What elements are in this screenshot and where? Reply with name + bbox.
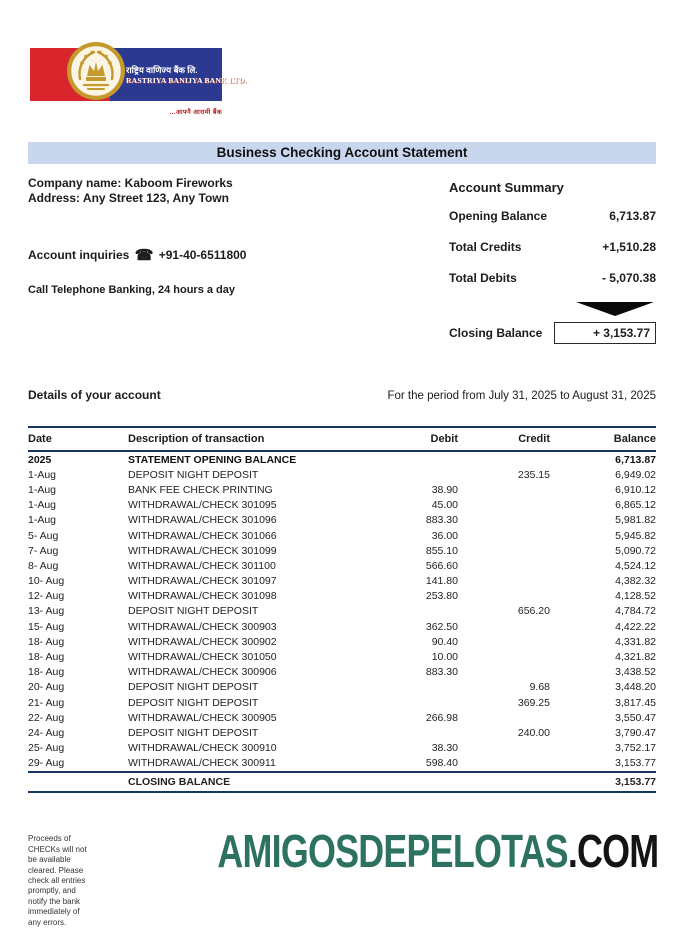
cell-credit: 9.68 bbox=[529, 681, 550, 694]
details-line bbox=[28, 388, 656, 402]
account-inquiries bbox=[28, 246, 418, 264]
cell-credit bbox=[458, 649, 550, 664]
checks-notice bbox=[28, 828, 93, 928]
cell-balance: 3,817.45 bbox=[615, 696, 656, 709]
cell-debit: 10.00 bbox=[431, 651, 458, 664]
cell-date: 24- Aug bbox=[28, 726, 65, 739]
watermark-logo bbox=[216, 825, 658, 878]
cell-credit bbox=[458, 558, 550, 573]
cell-date: 7- Aug bbox=[28, 544, 59, 557]
cell-credit bbox=[458, 710, 550, 725]
summary-row-debits bbox=[449, 271, 656, 285]
cell-desc: WITHDRAWAL/CHECK 300906 bbox=[128, 666, 277, 679]
telephone-banking-note: Call Telephone Banking, 24 hours a day bbox=[28, 284, 236, 297]
cell-balance: 3,438.52 bbox=[615, 666, 656, 679]
summary-row-opening bbox=[449, 209, 656, 223]
cell-debit bbox=[363, 680, 458, 695]
cell-desc: DEPOSIT NIGHT DEPOSIT bbox=[128, 468, 259, 481]
cell-debit: 566.60 bbox=[425, 559, 458, 572]
cell-desc: WITHDRAWAL/CHECK 301097 bbox=[128, 575, 277, 588]
bank-tagline: ...आफ्नै आरामी बैंक bbox=[169, 109, 222, 116]
closing-row-balance: 3,153.77 bbox=[550, 772, 656, 792]
logo-blue-panel bbox=[110, 48, 247, 101]
cell-credit bbox=[458, 772, 550, 792]
statement-page bbox=[28, 0, 656, 793]
cell-date: 18- Aug bbox=[28, 666, 65, 679]
closing-balance-table-row bbox=[28, 772, 656, 792]
table-row bbox=[28, 634, 656, 649]
triangle-down-icon bbox=[576, 302, 654, 316]
table-row bbox=[28, 451, 656, 467]
cell-date: 13- Aug bbox=[28, 605, 65, 618]
cell-balance: 4,128.52 bbox=[615, 590, 656, 603]
opening-balance-label: Opening Balance bbox=[449, 209, 548, 223]
cell-credit bbox=[458, 543, 550, 558]
table-row bbox=[28, 649, 656, 664]
cell-desc: DEPOSIT NIGHT DEPOSIT bbox=[128, 605, 259, 618]
table-row bbox=[28, 543, 656, 558]
table-row bbox=[28, 619, 656, 634]
cell-credit bbox=[458, 513, 550, 528]
cell-date bbox=[28, 772, 128, 792]
table-row bbox=[28, 574, 656, 589]
table-footer bbox=[28, 772, 656, 792]
cell-balance: 5,945.82 bbox=[615, 529, 656, 542]
cell-desc: DEPOSIT NIGHT DEPOSIT bbox=[128, 726, 259, 739]
table-row bbox=[28, 665, 656, 680]
cell-date: 15- Aug bbox=[28, 620, 65, 633]
cell-credit bbox=[458, 589, 550, 604]
cell-debit: 253.80 bbox=[425, 590, 458, 603]
bank-logo bbox=[30, 44, 247, 106]
company-address: Address: Any Street 123, Any Town bbox=[28, 190, 229, 205]
info-area bbox=[28, 176, 656, 362]
cell-balance: 4,422.22 bbox=[615, 620, 656, 633]
cell-credit bbox=[458, 756, 550, 772]
cell-desc: WITHDRAWAL/CHECK 300905 bbox=[128, 711, 277, 724]
header-credit: Credit bbox=[458, 427, 550, 451]
cell-credit bbox=[458, 451, 550, 467]
watermark-suffix: .COM bbox=[567, 825, 658, 878]
cell-desc: DEPOSIT NIGHT DEPOSIT bbox=[128, 696, 259, 709]
cell-credit bbox=[458, 498, 550, 513]
table-row bbox=[28, 589, 656, 604]
cell-balance: 4,382.32 bbox=[615, 575, 656, 588]
cell-date: 1-Aug bbox=[28, 499, 57, 512]
cell-balance: 6,865.12 bbox=[615, 499, 656, 512]
table-row bbox=[28, 482, 656, 497]
header-description: Description of transaction bbox=[128, 427, 363, 451]
table-row bbox=[28, 741, 656, 756]
cell-credit bbox=[458, 574, 550, 589]
notice-line: cleared. Please check all entries promptly, and bbox=[28, 865, 86, 896]
cell-debit: 38.30 bbox=[431, 742, 458, 755]
cell-date: 29- Aug bbox=[28, 757, 65, 770]
statement-period: For the period from July 31, 2025 to August 31, 2025 bbox=[387, 390, 656, 402]
cell-date: 22- Aug bbox=[28, 711, 65, 724]
telephone-icon: ☎ bbox=[134, 247, 154, 265]
cell-balance: 6,910.12 bbox=[615, 483, 656, 496]
bank-emblem-icon bbox=[66, 41, 126, 101]
cell-date: 1-Aug bbox=[28, 483, 57, 496]
cell-balance: 3,550.47 bbox=[615, 711, 656, 724]
table-row bbox=[28, 756, 656, 772]
cell-desc: WITHDRAWAL/CHECK 301066 bbox=[128, 529, 277, 542]
cell-desc: WITHDRAWAL/CHECK 300903 bbox=[128, 620, 277, 633]
cell-date: 5- Aug bbox=[28, 529, 59, 542]
cell-credit bbox=[458, 634, 550, 649]
cell-debit: 883.30 bbox=[425, 666, 458, 679]
details-heading: Details of your account bbox=[28, 388, 161, 402]
cell-balance: 3,752.17 bbox=[615, 742, 656, 755]
table-row bbox=[28, 604, 656, 619]
closing-balance-value: + 3,153.77 bbox=[554, 322, 656, 344]
page-footer bbox=[28, 825, 658, 928]
summary-row-credits bbox=[449, 240, 656, 254]
cell-date: 25- Aug bbox=[28, 742, 65, 755]
table-row bbox=[28, 528, 656, 543]
cell-debit: 90.40 bbox=[431, 635, 458, 648]
cell-date: 21- Aug bbox=[28, 696, 65, 709]
total-debits-label: Total Debits bbox=[449, 271, 517, 285]
cell-balance: 6,949.02 bbox=[615, 468, 656, 481]
cell-balance: 4,524.12 bbox=[615, 559, 656, 572]
account-summary-heading: Account Summary bbox=[449, 180, 564, 195]
cell-debit bbox=[363, 451, 458, 467]
total-credits-value: +1,510.28 bbox=[602, 240, 656, 254]
cell-date: 2025 bbox=[28, 453, 52, 466]
cell-credit: 235.15 bbox=[517, 468, 550, 481]
closing-balance-row bbox=[449, 322, 656, 344]
header-balance: Balance bbox=[550, 427, 656, 451]
cell-debit: 45.00 bbox=[431, 499, 458, 512]
cell-balance: 3,448.20 bbox=[615, 681, 656, 694]
cell-date: 8- Aug bbox=[28, 559, 59, 572]
cell-credit bbox=[458, 741, 550, 756]
cell-credit: 240.00 bbox=[517, 726, 550, 739]
cell-debit bbox=[363, 725, 458, 740]
cell-desc: WITHDRAWAL/CHECK 300902 bbox=[128, 635, 277, 648]
closing-row-description: CLOSING BALANCE bbox=[128, 772, 363, 792]
cell-desc: WITHDRAWAL/CHECK 301096 bbox=[128, 514, 277, 527]
company-info bbox=[28, 176, 418, 362]
cell-date: 1-Aug bbox=[28, 468, 57, 481]
header-debit: Debit bbox=[363, 427, 458, 451]
table-row bbox=[28, 710, 656, 725]
bank-name-nepali: राष्ट्रिय वाणिज्य बैंक लि. bbox=[126, 64, 198, 75]
cell-credit bbox=[458, 482, 550, 497]
cell-date: 18- Aug bbox=[28, 635, 65, 648]
cell-desc: WITHDRAWAL/CHECK 300910 bbox=[128, 742, 277, 755]
cell-date: 10- Aug bbox=[28, 575, 65, 588]
cell-balance: 5,981.82 bbox=[615, 514, 656, 527]
cell-date: 12- Aug bbox=[28, 590, 65, 603]
table-header-row bbox=[28, 427, 656, 451]
table-row bbox=[28, 558, 656, 573]
cell-debit bbox=[363, 467, 458, 482]
cell-debit: 362.50 bbox=[425, 620, 458, 633]
total-credits-label: Total Credits bbox=[449, 240, 522, 254]
cell-desc: WITHDRAWAL/CHECK 301095 bbox=[128, 499, 277, 512]
cell-debit: 883.30 bbox=[425, 514, 458, 527]
watermark-name: AMIGOSDEPELOTAS bbox=[216, 825, 568, 878]
cell-credit bbox=[458, 528, 550, 543]
table-header bbox=[28, 427, 656, 451]
notice-line: Proceeds of CHECKs will not be available bbox=[28, 834, 87, 865]
notice-line: notify the bank immediately of any errors. bbox=[28, 896, 81, 927]
cell-date: 20- Aug bbox=[28, 681, 65, 694]
cell-debit: 266.98 bbox=[425, 711, 458, 724]
cell-desc: WITHDRAWAL/CHECK 301100 bbox=[128, 559, 276, 572]
inquiries-phone-number[interactable]: +91-40-6511800 bbox=[158, 248, 247, 263]
company-name: Company name: Kaboom Fireworks bbox=[28, 176, 233, 190]
cell-balance: 6,713.87 bbox=[615, 453, 656, 466]
cell-credit: 656.20 bbox=[517, 605, 550, 618]
cell-debit: 855.10 bbox=[425, 544, 458, 557]
cell-debit: 141.80 bbox=[425, 575, 458, 588]
cell-credit bbox=[458, 665, 550, 680]
account-summary bbox=[449, 176, 656, 362]
cell-desc: WITHDRAWAL/CHECK 301099 bbox=[128, 544, 277, 557]
table-row bbox=[28, 513, 656, 528]
cell-balance: 5,090.72 bbox=[615, 544, 656, 557]
account-inquiries-label: Account inquiries bbox=[28, 248, 130, 263]
cell-debit: 38.90 bbox=[431, 483, 458, 496]
cell-credit bbox=[458, 619, 550, 634]
header-date: Date bbox=[28, 427, 128, 451]
cell-date: 1-Aug bbox=[28, 514, 57, 527]
cell-debit bbox=[363, 604, 458, 619]
cell-balance: 4,331.82 bbox=[615, 635, 656, 648]
cell-debit: 36.00 bbox=[431, 529, 458, 542]
cell-desc: BANK FEE CHECK PRINTING bbox=[128, 483, 273, 496]
cell-desc: WITHDRAWAL/CHECK 300911 bbox=[128, 757, 276, 770]
cell-balance: 3,790.47 bbox=[615, 726, 656, 739]
opening-balance-value: 6,713.87 bbox=[609, 209, 656, 223]
cell-date: 18- Aug bbox=[28, 651, 65, 664]
table-row bbox=[28, 498, 656, 513]
cell-desc: WITHDRAWAL/CHECK 301098 bbox=[128, 590, 277, 603]
table-row bbox=[28, 725, 656, 740]
cell-debit: 598.40 bbox=[425, 757, 458, 770]
transactions-table bbox=[28, 426, 656, 793]
cell-desc: WITHDRAWAL/CHECK 301050 bbox=[128, 651, 277, 664]
transactions-body bbox=[28, 451, 656, 772]
closing-balance-label: Closing Balance bbox=[449, 326, 543, 340]
cell-debit bbox=[363, 695, 458, 710]
cell-balance: 3,153.77 bbox=[615, 757, 656, 770]
cell-balance: 4,321.82 bbox=[615, 651, 656, 664]
table-row bbox=[28, 695, 656, 710]
cell-credit: 369.25 bbox=[517, 696, 550, 709]
cell-desc: STATEMENT OPENING BALANCE bbox=[128, 453, 297, 466]
bank-name-english: RASTRIYA BANIJYA BANK LTD. bbox=[126, 76, 247, 86]
cell-balance: 4,784.72 bbox=[615, 605, 656, 618]
cell-desc: DEPOSIT NIGHT DEPOSIT bbox=[128, 681, 259, 694]
summary-arrow bbox=[449, 302, 654, 316]
cell-debit bbox=[363, 772, 458, 792]
statement-title: Business Checking Account Statement bbox=[28, 142, 656, 164]
table-row bbox=[28, 680, 656, 695]
total-debits-value: - 5,070.38 bbox=[601, 271, 656, 285]
table-row bbox=[28, 467, 656, 482]
